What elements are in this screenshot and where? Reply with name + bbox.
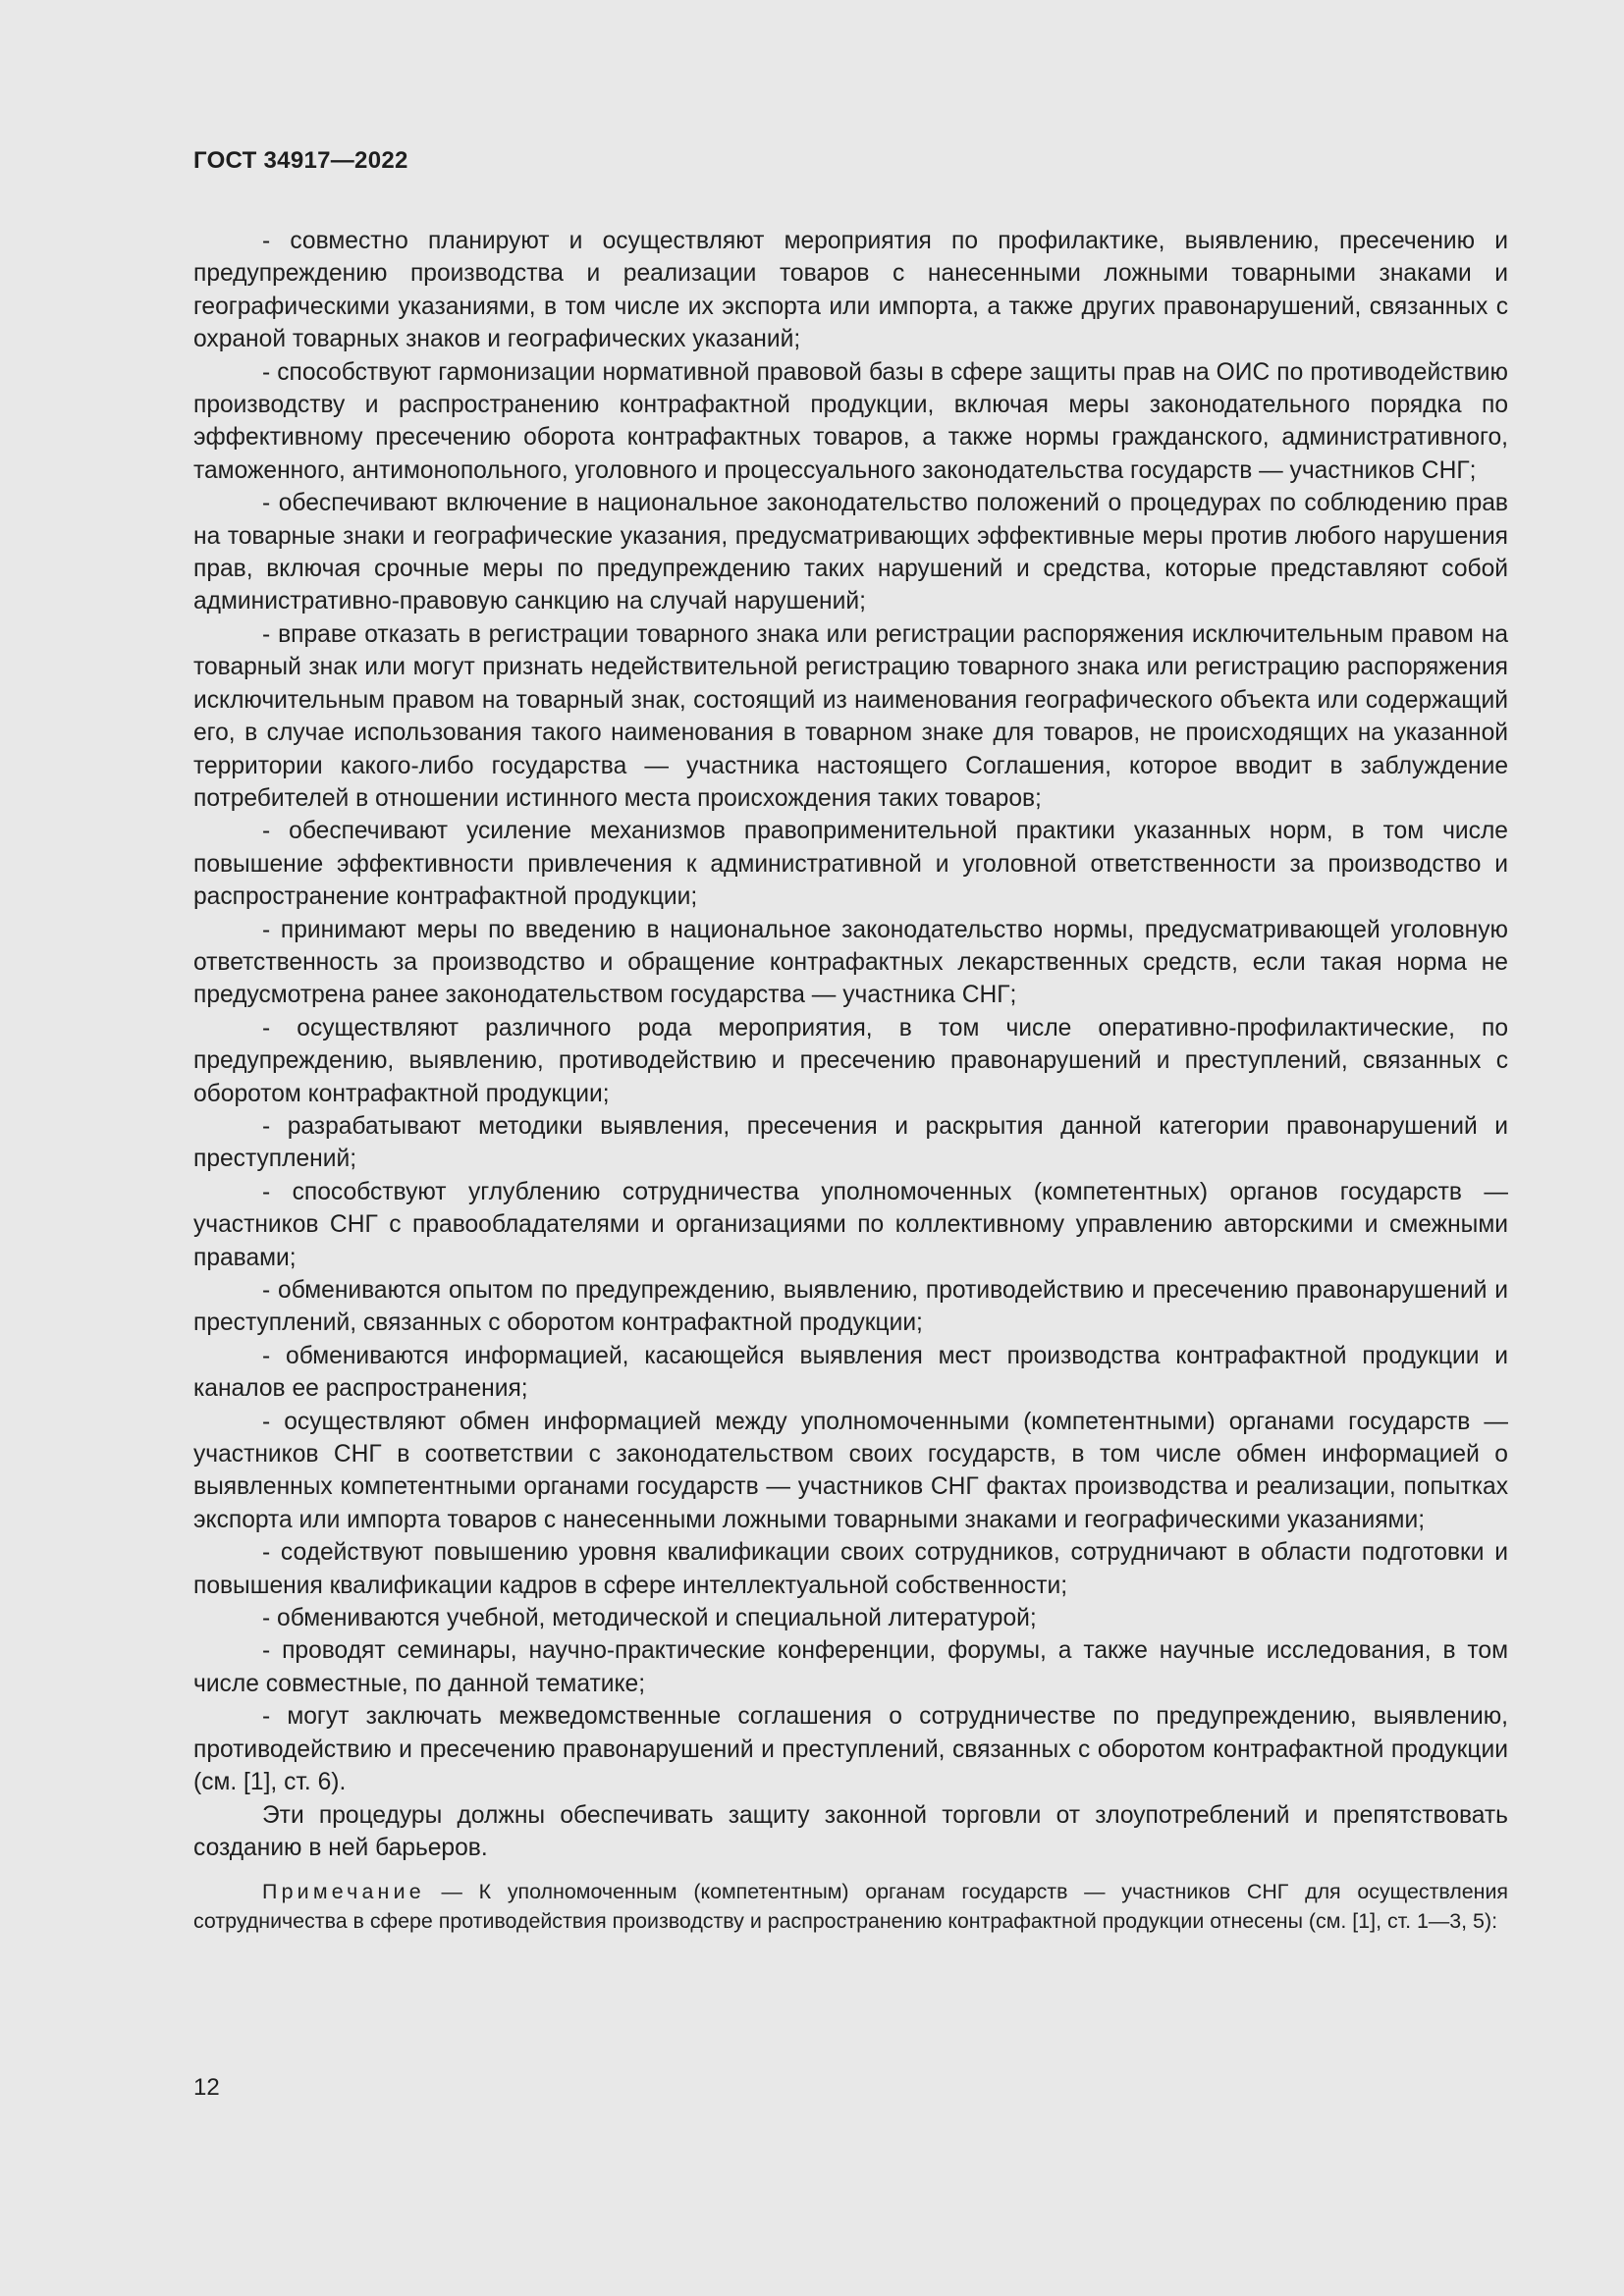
paragraph: - принимают меры по введению в национальное законодательство нормы, предусматривающей уголовную ответственность за производство и обращение контрафактных лекарственных средств, если такая норма не предусмотрена ранее законодательством государства — участника СНГ; bbox=[193, 916, 1508, 1009]
note-paragraph bbox=[193, 1877, 1508, 1936]
paragraph: - обеспечивают включение в национальное законодательство положений о процедурах по соблюдению прав на товарные знаки и географические указания, предусматривающих эффективные меры против любого нарушения прав, включая срочные меры по предупреждению таких нарушений и средства, которые представляют собой административно-правовую санкцию на случай нарушений; bbox=[193, 490, 1508, 615]
paragraph: - обеспечивают усиление механизмов правоприменительной практики указанных норм, в том числе повышение эффективности привлечения к административной и уголовной ответственности за производство и распространение контрафактной продукции; bbox=[193, 818, 1508, 911]
paragraph: - обмениваются учебной, методической и специальной литературой; bbox=[262, 1605, 1037, 1632]
note-label: Примечание bbox=[262, 1880, 425, 1904]
document-body bbox=[193, 225, 1508, 1936]
paragraph: - обмениваются информацией, касающейся выявления мест производства контрафактной продукции и каналов ее распространения; bbox=[193, 1342, 1508, 1403]
note-text: — К уполномоченным (компетентным) органам государств — участников СНГ для осуществления сотрудничества в сфере противодействия производству и распространению контрафактной продукции отнесены (см. [1], ст. 1—3, 5): bbox=[193, 1880, 1508, 1934]
paragraph: - могут заключать межведомственные соглашения о сотрудничестве по предупреждению, выявлению, противодействию и пресечению правонарушений и преступлений, связанных с оборотом контрафактной продукции (см. [1], ст. 6). bbox=[193, 1703, 1508, 1796]
page-number: 12 bbox=[193, 2074, 220, 2101]
paragraph: - осуществляют различного рода мероприятия, в том числе оперативно-профилактические, по предупреждению, выявлению, противодействию и пресечению правонарушений и преступлений, связанных с оборотом контрафактной продукции; bbox=[193, 1014, 1508, 1107]
paragraph: - вправе отказать в регистрации товарного знака или регистрации распоряжения исключительным правом на товарный знак или могут признать недействительной регистрацию товарного знака или регистрацию распоряжения исключительным правом на товарный знак, состоящий из наименования географического объекта или содержащий его, в случае использования такого наименования в товарном знаке для товаров, не происходящих на указанной территории какого-либо государства — участника настоящего Соглашения, которое вводит в заблуждение потребителей в отношении истинного места происхождения таких товаров; bbox=[193, 620, 1508, 812]
paragraph: - разрабатывают методики выявления, пресечения и раскрытия данной категории правонарушений и преступлений; bbox=[193, 1112, 1508, 1173]
paragraph: Эти процедуры должны обеспечивать защиту законной торговли от злоупотреблений и препятствовать созданию в ней барьеров. bbox=[193, 1801, 1508, 1861]
paragraph: - осуществляют обмен информацией между уполномоченными (компетентными) органами государств — участников СНГ в соответствии с законодательством своих государств, в том числе обмен информацией о выявленных компетентными органами государств — участников СНГ фактах производства и реализации, попытках экспорта или импорта товаров с нанесенными ложными товарными знаками и географическими указаниями; bbox=[193, 1408, 1508, 1533]
paragraph: - проводят семинары, научно-практические конференции, форумы, а также научные исследования, в том числе совместные, по данной тематике; bbox=[193, 1637, 1508, 1697]
paragraph: - способствуют углублению сотрудничества уполномоченных (компетентных) органов государств — участников СНГ с правообладателями и организациями по коллективному управлению авторскими и смежными правами; bbox=[193, 1178, 1508, 1271]
paragraph: - совместно планируют и осуществляют мероприятия по профилактике, выявлению, пресечению и предупреждению производства и реализации товаров с нанесенными ложными товарными знаками и географическими указаниями, в том числе их экспорта или импорта, а также других правонарушений, связанных с охраной товарных знаков и географических указаний; bbox=[193, 228, 1508, 353]
paragraph: - содействуют повышению уровня квалификации своих сотрудников, сотрудничают в области подготовки и повышения квалификации кадров в сфере интеллектуальной собственности; bbox=[193, 1539, 1508, 1599]
paragraph: - обмениваются опытом по предупреждению, выявлению, противодействию и пресечению правонарушений и преступлений, связанных с оборотом контрафактной продукции; bbox=[193, 1277, 1508, 1337]
paragraph: - способствуют гармонизации нормативной правовой базы в сфере защиты прав на ОИС по противодействию производству и распространению контрафактной продукции, включая меры законодательного порядка по эффективному пресечению оборота контрафактных товаров, а также нормы гражданского, административного, таможенного, антимонопольного, уголовного и процессуального законодательства государств — участников СНГ; bbox=[193, 358, 1508, 484]
standard-header: ГОСТ 34917—2022 bbox=[193, 147, 408, 174]
